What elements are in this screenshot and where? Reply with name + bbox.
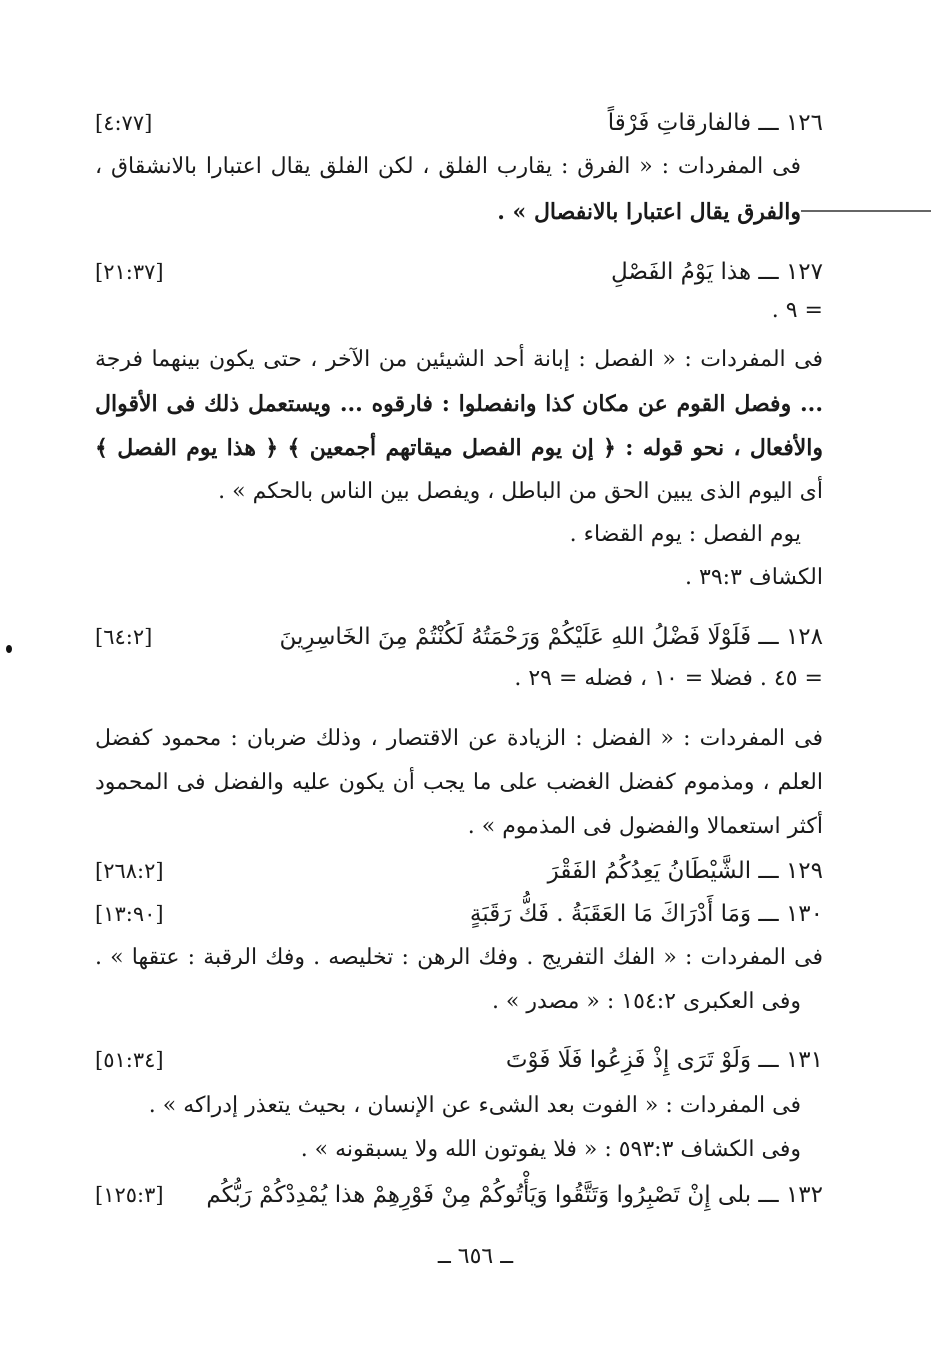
entry-131-line-1: فى المفردات : « الفوت بعد الشىء عن الإنسان ، بحيث يتعذر إدراكه » .	[148, 1093, 801, 1118]
entry-127-line-3: والأفعال ، نحو قوله : ﴿ إن يوم الفصل ميقاتهم أجمعين ﴾ ﴿ هذا يوم الفصل ﴾	[95, 435, 823, 461]
entry-126-ref: [٤:٧٧]	[95, 111, 153, 135]
page-number: ــ ٦٥٦ ــ	[437, 1244, 514, 1269]
entry-131-head: ١٣١ ـــ وَلَوْ تَرَى إِذْ فَزِعُوا فَلَا فَوْتَ [٥١:٣٤]	[95, 1040, 823, 1080]
entry-130-line-2: وفى العكبرى ١٥٤:٢ : « مصدر » .	[491, 989, 801, 1014]
entry-127-line-6: الكشاف ٣٩:٣ .	[685, 565, 823, 590]
entry-127-line-1: فى المفردات : « الفصل : إبانة أحد الشيئين من الآخر ، حتى يكون بينهما فرجة	[95, 347, 823, 372]
entry-128-line-2: العلم ، ومذموم كفضل الغضب على ما يجب أن يكون عليه والفضل فى المحمود	[95, 770, 823, 795]
entry-128-ref: [٦٤:٢]	[95, 625, 153, 649]
entry-126-line-2: والفرق يقال اعتبارا بالانفصال » .	[497, 199, 801, 225]
entry-128-head: ١٢٨ ـــ فَلَوْلَا فَضْلُ اللهِ عَلَيْكُمْ وَرَحْمَتُهُ لَكُنْتُمْ مِنَ الخَاسِرِينَ [٦٤:٢]	[95, 617, 823, 657]
scan-artifact-dot	[6, 645, 12, 653]
entry-127-ref: [٢١:٣٧]	[95, 260, 164, 284]
entry-127-line-5: يوم الفصل : يوم القضاء .	[569, 522, 801, 547]
entry-128-count: = ٤٥ . فضلا = ١٠ ، فضله = ٢٩ .	[514, 666, 823, 691]
entry-129-ref: [٢٦٨:٢]	[95, 859, 164, 883]
entry-130-ref: [١٣:٩٠]	[95, 902, 164, 926]
entry-132-ref: [١٢٥:٣]	[95, 1183, 164, 1207]
entry-130-head: ١٣٠ ـــ وَمَا أَدْرَاكَ مَا العَقَبَةُ . فَكُّ رَقَبَةٍ [١٣:٩٠]	[95, 894, 823, 934]
entry-128-line-3: أكثر استعمالا والفضول فى المذموم » .	[467, 814, 823, 839]
entry-126-line-1: فى المفردات : « الفرق : يقارب الفلق ، لكن الفلق يقال اعتبارا بالانشقاق ،	[95, 154, 801, 179]
entry-127-line-2: ... وفصل القوم عن مكان كذا وانفصلوا : فارقوه ... ويستعمل ذلك فى الأقوال	[95, 391, 823, 417]
entry-130-line-1: فى المفردات : « الفك التفريج . وفك الرهن : تخليصه . وفك الرقبة : عتقها » .	[95, 945, 823, 970]
entry-127-count: = ٩ .	[771, 298, 823, 323]
page-body	[95, 95, 823, 1287]
entry-128-line-1: فى المفردات : « الفضل : الزيادة عن الاقتصار ، وذلك ضربان : محمود كفضل	[95, 726, 823, 751]
entry-127-line-4: أى اليوم الذى يبين الحق من الباطل ، ويفصل بين الناس بالحكم » .	[218, 479, 823, 504]
entry-132-head: ١٣٢ ـــ بلى إِنْ تَصْبِرُوا وَتَتَّقُوا وَيَأْتُوكُمْ مِنْ فَوْرِهِمْ هذا يُمْدِدْكُمْ رَبُّكُم [١٢٥:٣]	[95, 1175, 823, 1215]
entry-127-head: ١٢٧ ـــ هذا يَوْمُ الفَصْلِ [٢١:٣٧]	[95, 252, 823, 292]
entry-129-head: ١٢٩ ـــ الشَّيْطَانُ يَعِدُكُمُ الفَقْرَ [٢٦٨:٢]	[95, 851, 823, 891]
entry-131-ref: [٥١:٣٤]	[95, 1048, 164, 1072]
entry-131-line-2: وفى الكشاف ٥٩٣:٣ : « فلا يفوتون الله ولا يسبقونه » .	[300, 1137, 801, 1162]
entry-126-head: ١٢٦ ـــ فالفارقاتِ فَرْقاً [٤:٧٧]	[95, 103, 823, 143]
